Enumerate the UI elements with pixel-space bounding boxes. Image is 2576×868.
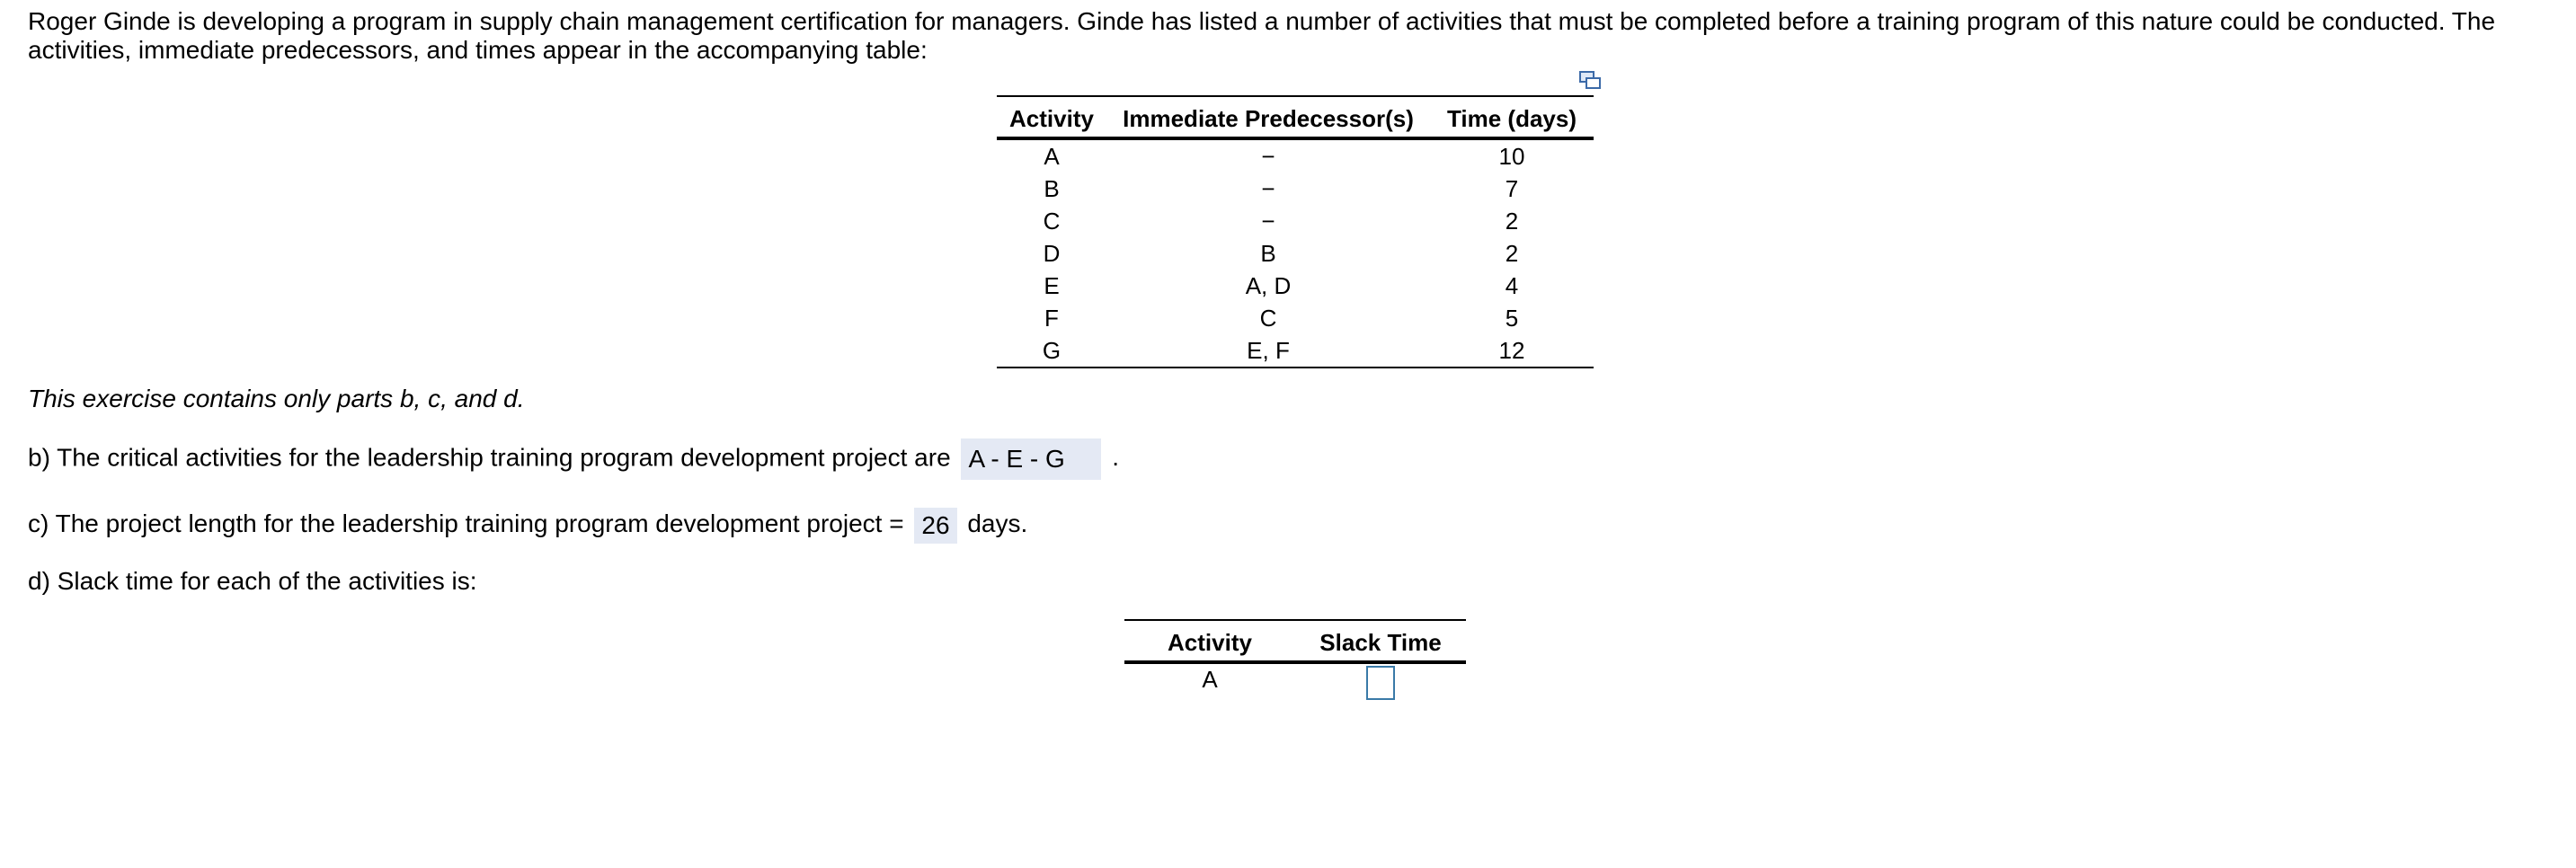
header-slack-time: Slack Time bbox=[1295, 620, 1466, 662]
activity-cell: D bbox=[1043, 239, 1061, 267]
activity-table bbox=[997, 95, 1594, 368]
activity-cell: G bbox=[997, 334, 1106, 368]
table-row bbox=[997, 334, 1594, 368]
predecessor-cell: − bbox=[1261, 207, 1275, 235]
time-cell: 4 bbox=[1505, 271, 1519, 299]
part-c-question bbox=[28, 506, 1027, 544]
predecessor-cell: E, F bbox=[1106, 334, 1430, 368]
header-time: Time (days) bbox=[1430, 96, 1594, 138]
predecessor-cell: − bbox=[1261, 142, 1275, 170]
part-c-answer[interactable]: 26 bbox=[914, 508, 956, 544]
table-row bbox=[1124, 662, 1466, 700]
activity-cell: C bbox=[1043, 207, 1061, 235]
part-b-question bbox=[28, 438, 1119, 480]
slack-activity-cell: A bbox=[1202, 666, 1218, 693]
activity-cell: E bbox=[1044, 271, 1060, 299]
part-c-unit: days. bbox=[967, 509, 1028, 537]
time-cell: 10 bbox=[1498, 142, 1525, 170]
slack-time-input[interactable] bbox=[1366, 666, 1395, 700]
activity-cell: A bbox=[1044, 142, 1060, 170]
activity-cell: B bbox=[1044, 174, 1060, 202]
predecessor-cell: B bbox=[1260, 239, 1276, 267]
header-slack-activity: Activity bbox=[1124, 620, 1295, 662]
table-row bbox=[997, 138, 1594, 173]
part-b-text: b) The critical activities for the leadership training program development project are bbox=[28, 443, 951, 472]
predecessor-cell: − bbox=[1261, 174, 1275, 202]
part-b-period: . bbox=[1112, 443, 1119, 472]
table-row bbox=[997, 270, 1594, 302]
predecessor-cell: C bbox=[1259, 304, 1277, 332]
table-row bbox=[997, 173, 1594, 205]
problem-intro: Roger Ginde is developing a program in supply chain management certification for managers. Ginde has listed a number of activities that must be completed before a training program of this nature could be conducted. The activities, immediate predecessors, and times appear in the accompanying table: bbox=[28, 7, 2496, 64]
time-cell: 7 bbox=[1505, 174, 1519, 202]
part-d-question: d) Slack time for each of the activities is: bbox=[28, 567, 477, 595]
part-b-answer[interactable]: A - E - G bbox=[961, 438, 1101, 480]
table-row bbox=[997, 237, 1594, 270]
predecessor-cell: A, D bbox=[1245, 271, 1292, 299]
time-cell: 5 bbox=[1505, 304, 1519, 332]
time-cell: 2 bbox=[1505, 239, 1519, 267]
time-cell: 2 bbox=[1505, 207, 1519, 235]
exercise-note: This exercise contains only parts b, c, and d. bbox=[28, 385, 525, 412]
header-predecessors: Immediate Predecessor(s) bbox=[1106, 96, 1430, 138]
activity-cell: F bbox=[1044, 304, 1059, 332]
slack-table bbox=[1124, 619, 1466, 700]
time-cell: 12 bbox=[1430, 334, 1594, 368]
header-activity: Activity bbox=[997, 96, 1106, 138]
table-row bbox=[997, 302, 1594, 334]
part-c-text: c) The project length for the leadership training program development project = bbox=[28, 509, 904, 537]
copy-table-icon[interactable] bbox=[1579, 71, 1601, 89]
table-row bbox=[997, 205, 1594, 237]
